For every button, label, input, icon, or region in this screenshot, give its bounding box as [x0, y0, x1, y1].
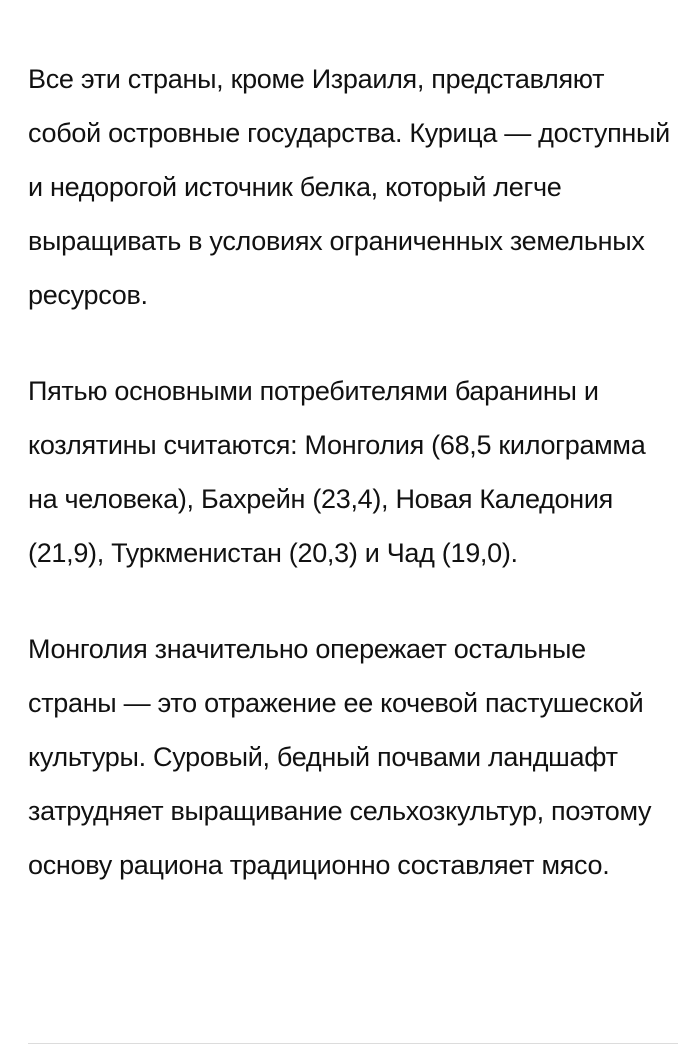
article-body — [28, 52, 678, 892]
paragraph-islands: Все эти страны, кроме Израиля, представляют собой островные государства. Курица — доступный и недорогой источник белка, который легче выращивать в условиях ограниченных земельных ресурсов. — [28, 64, 670, 310]
paragraph-top-consumers: Пятью основными потребителями баранины и козлятины считаются: Монголия (68,5 килограмма на человека), Бахрейн (23,4), Новая Каледония (21,9), Туркменистан (20,3) и Чад (19,0). — [28, 376, 646, 568]
paragraph-mongolia: Монголия значительно опережает остальные страны — это отражение ее кочевой пастушеской культуры. Суровый, бедный почвами ландшафт затрудняет выращивание сельхозкультур, поэтому основу рациона традиционно составляет мясо. — [28, 634, 652, 880]
section-divider — [28, 1043, 678, 1044]
